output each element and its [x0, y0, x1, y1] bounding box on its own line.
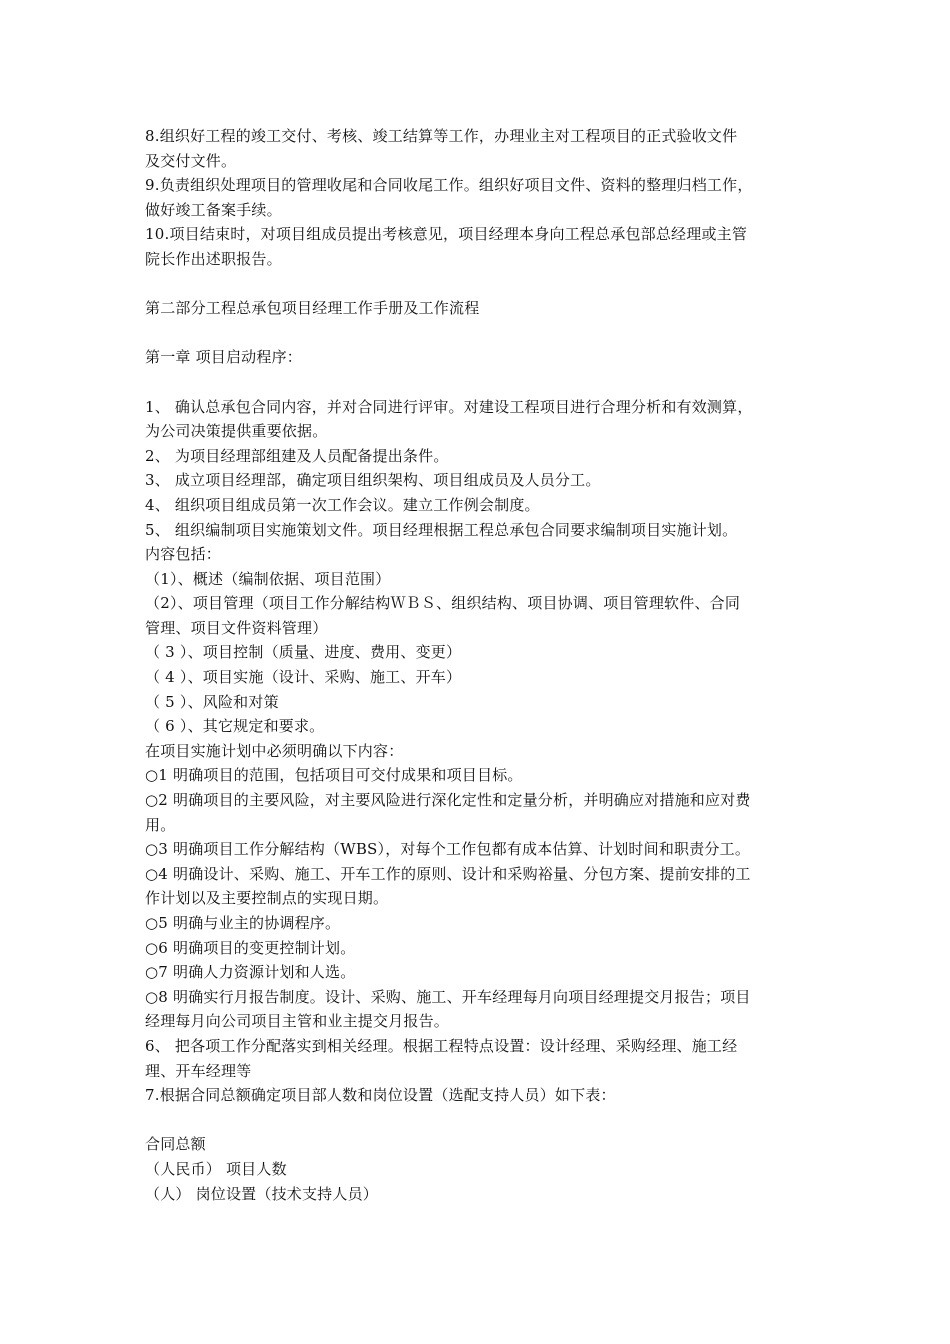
text-line: （ 5 ）、风险和对策 [145, 692, 279, 711]
text-line: 为公司决策提供重要依据。 [145, 422, 328, 441]
text-line: 内容包括： [145, 545, 222, 564]
text-line: 合同总额 [145, 1135, 206, 1154]
text-line: 9.负责组织处理项目的管理收尾和合同收尾工作。组织好项目文件、资料的整理归档工作， [145, 176, 753, 195]
text-line: 作计划以及主要控制点的实现日期。 [145, 889, 389, 908]
text-line: 2、 为项目经理部组建及人员配备提出条件。 [145, 446, 449, 465]
text-line: ○1 明确项目的范围，包括项目可交付成果和项目目标。 [145, 766, 523, 785]
text-line: 7.根据合同总额确定项目部人数和岗位设置（选配支持人员）如下表： [145, 1086, 616, 1105]
text-line: 10.项目结束时，对项目组成员提出考核意见，项目经理本身向工程总承包部总经理或主管 [145, 225, 748, 244]
text-line: 第一章 项目启动程序： [145, 348, 302, 367]
blank-line [145, 321, 825, 346]
text-line: ○3 明确项目工作分解结构（WBS），对每个工作包都有成本估算、计划时间和职责分工。 [145, 840, 751, 859]
text-line: 8.组织好工程的竣工交付、考核、竣工结算等工作，办理业主对工程项目的正式验收文件 [145, 127, 738, 145]
text-line: 5、 组织编制项目实施策划文件。项目经理根据工程总承包合同要求编制项目实施计划。 [145, 520, 738, 539]
text-line: （2）、项目管理（项目工作分解结构ＷＢＳ、组织结构、项目协调、项目管理软件、合同 [145, 594, 741, 613]
text-line: （1）、概述（编制依据、项目范围） [145, 569, 391, 588]
text-line: ○5 明确与业主的协调程序。 [145, 914, 341, 932]
text-line: 第二部分工程总承包项目经理工作手册及工作流程 [145, 299, 480, 318]
text-line: （ 3 ）、项目控制（质量、进度、费用、变更） [145, 643, 462, 662]
text-line: 及交付文件。 [145, 151, 237, 170]
text-line: 6、 把各项工作分配落实到相关经理。根据工程特点设置：设计经理、采购经理、施工经 [145, 1036, 738, 1055]
text-line: ○8 明确实行月报告制度。设计、采购、施工、开车经理每月向项目经理提交月报告；项目 [145, 987, 751, 1006]
text-line: 管理、项目文件资料管理） [145, 618, 328, 637]
blank-line [145, 272, 825, 297]
text-line: 院长作出述职报告。 [145, 249, 282, 268]
text-line: 经理每月向公司项目主管和业主提交月报告。 [145, 1012, 450, 1031]
text-line: ○6 明确项目的变更控制计划。 [145, 938, 356, 957]
text-line: 4、 组织项目组成员第一次工作会议。建立工作例会制度。 [145, 495, 540, 514]
text-line: ○4 明确设计、采购、施工、开车工作的原则、设计和采购裕量、分包方案、提前安排的工 [145, 864, 751, 883]
document-body [145, 124, 825, 1206]
text-line: （人民币） 项目人数 [145, 1159, 287, 1178]
text-line: （人） 岗位设置（技术支持人员） [145, 1184, 378, 1203]
blank-line [145, 370, 825, 395]
text-line: （ 6 ）、其它规定和要求。 [145, 717, 325, 736]
text-line: （ 4 ）、项目实施（设计、采购、施工、开车） [145, 668, 462, 687]
blank-line [145, 1108, 825, 1133]
text-line: ○7 明确人力资源计划和人选。 [145, 963, 356, 982]
text-line: 在项目实施计划中必须明确以下内容： [145, 741, 404, 760]
text-line: ○2 明确项目的主要风险，对主要风险进行深化定性和定量分析，并明确应对措施和应对费 [145, 791, 751, 810]
text-line: 做好竣工备案手续。 [145, 200, 282, 219]
text-line: 用。 [145, 815, 176, 834]
text-line: 3、 成立项目经理部，确定项目组织架构、项目组成员及人员分工。 [145, 471, 601, 490]
text-line: 理、开车经理等 [145, 1061, 252, 1080]
text-line: 1、 确认总承包合同内容，并对合同进行评审。对建设工程项目进行合理分析和有效测算， [145, 397, 753, 416]
